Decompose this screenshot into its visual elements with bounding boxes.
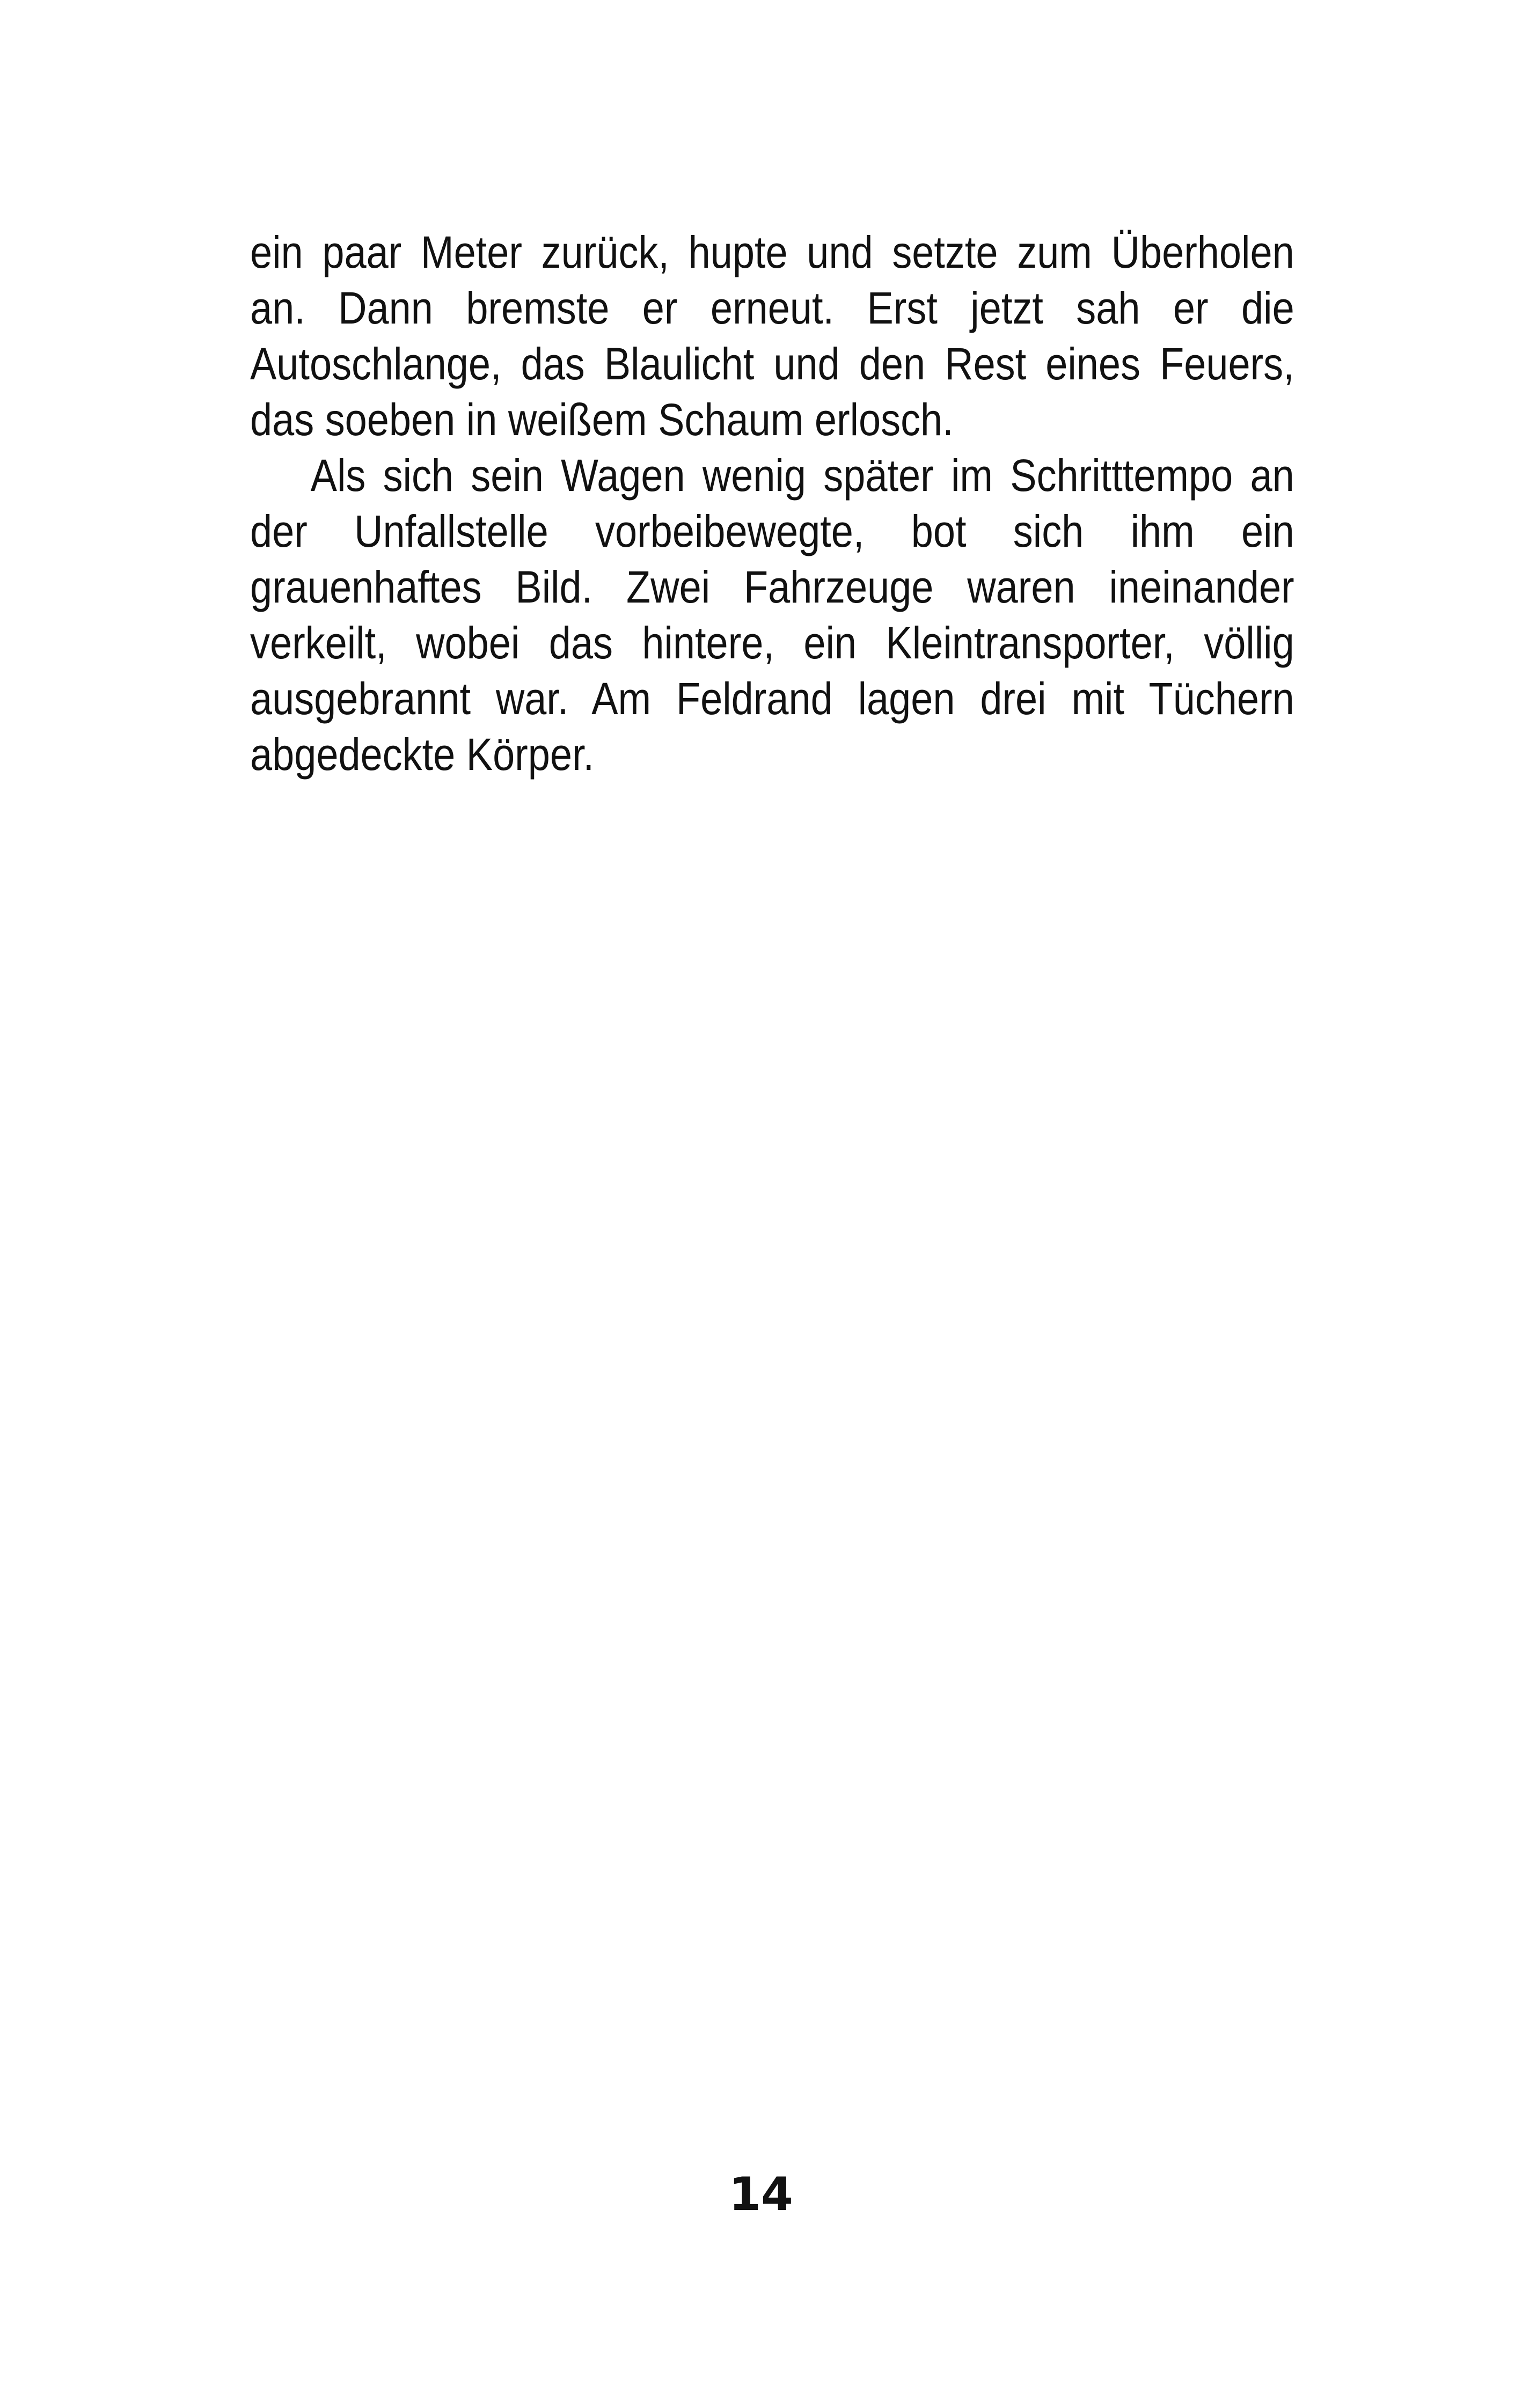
paragraph-2: Als sich sein Wagen wenig später im Schritttempo an der Unfallstelle vorbeibewegte, bot sich ihm ein grauenhaftes Bild. Zwei Fahrzeuge waren ineinander verkeilt, wobei das hintere, ein Kleintransporter, völlig ausgebrannt war. Am Feldrand lagen drei mit Tüchern abgedeckte Körper.: [250, 450, 1294, 780]
paragraph-1: ein paar Meter zurück, hupte und setzte zum Überholen an. Dann bremste er erneut. Erst jetzt sah er die Autoschlange, das Blaulicht und den Rest eines Feuers, das soeben in weißem Schaum erlosch.: [250, 227, 1294, 445]
page-number: 14: [729, 2168, 793, 2221]
body-text: [250, 224, 1294, 782]
